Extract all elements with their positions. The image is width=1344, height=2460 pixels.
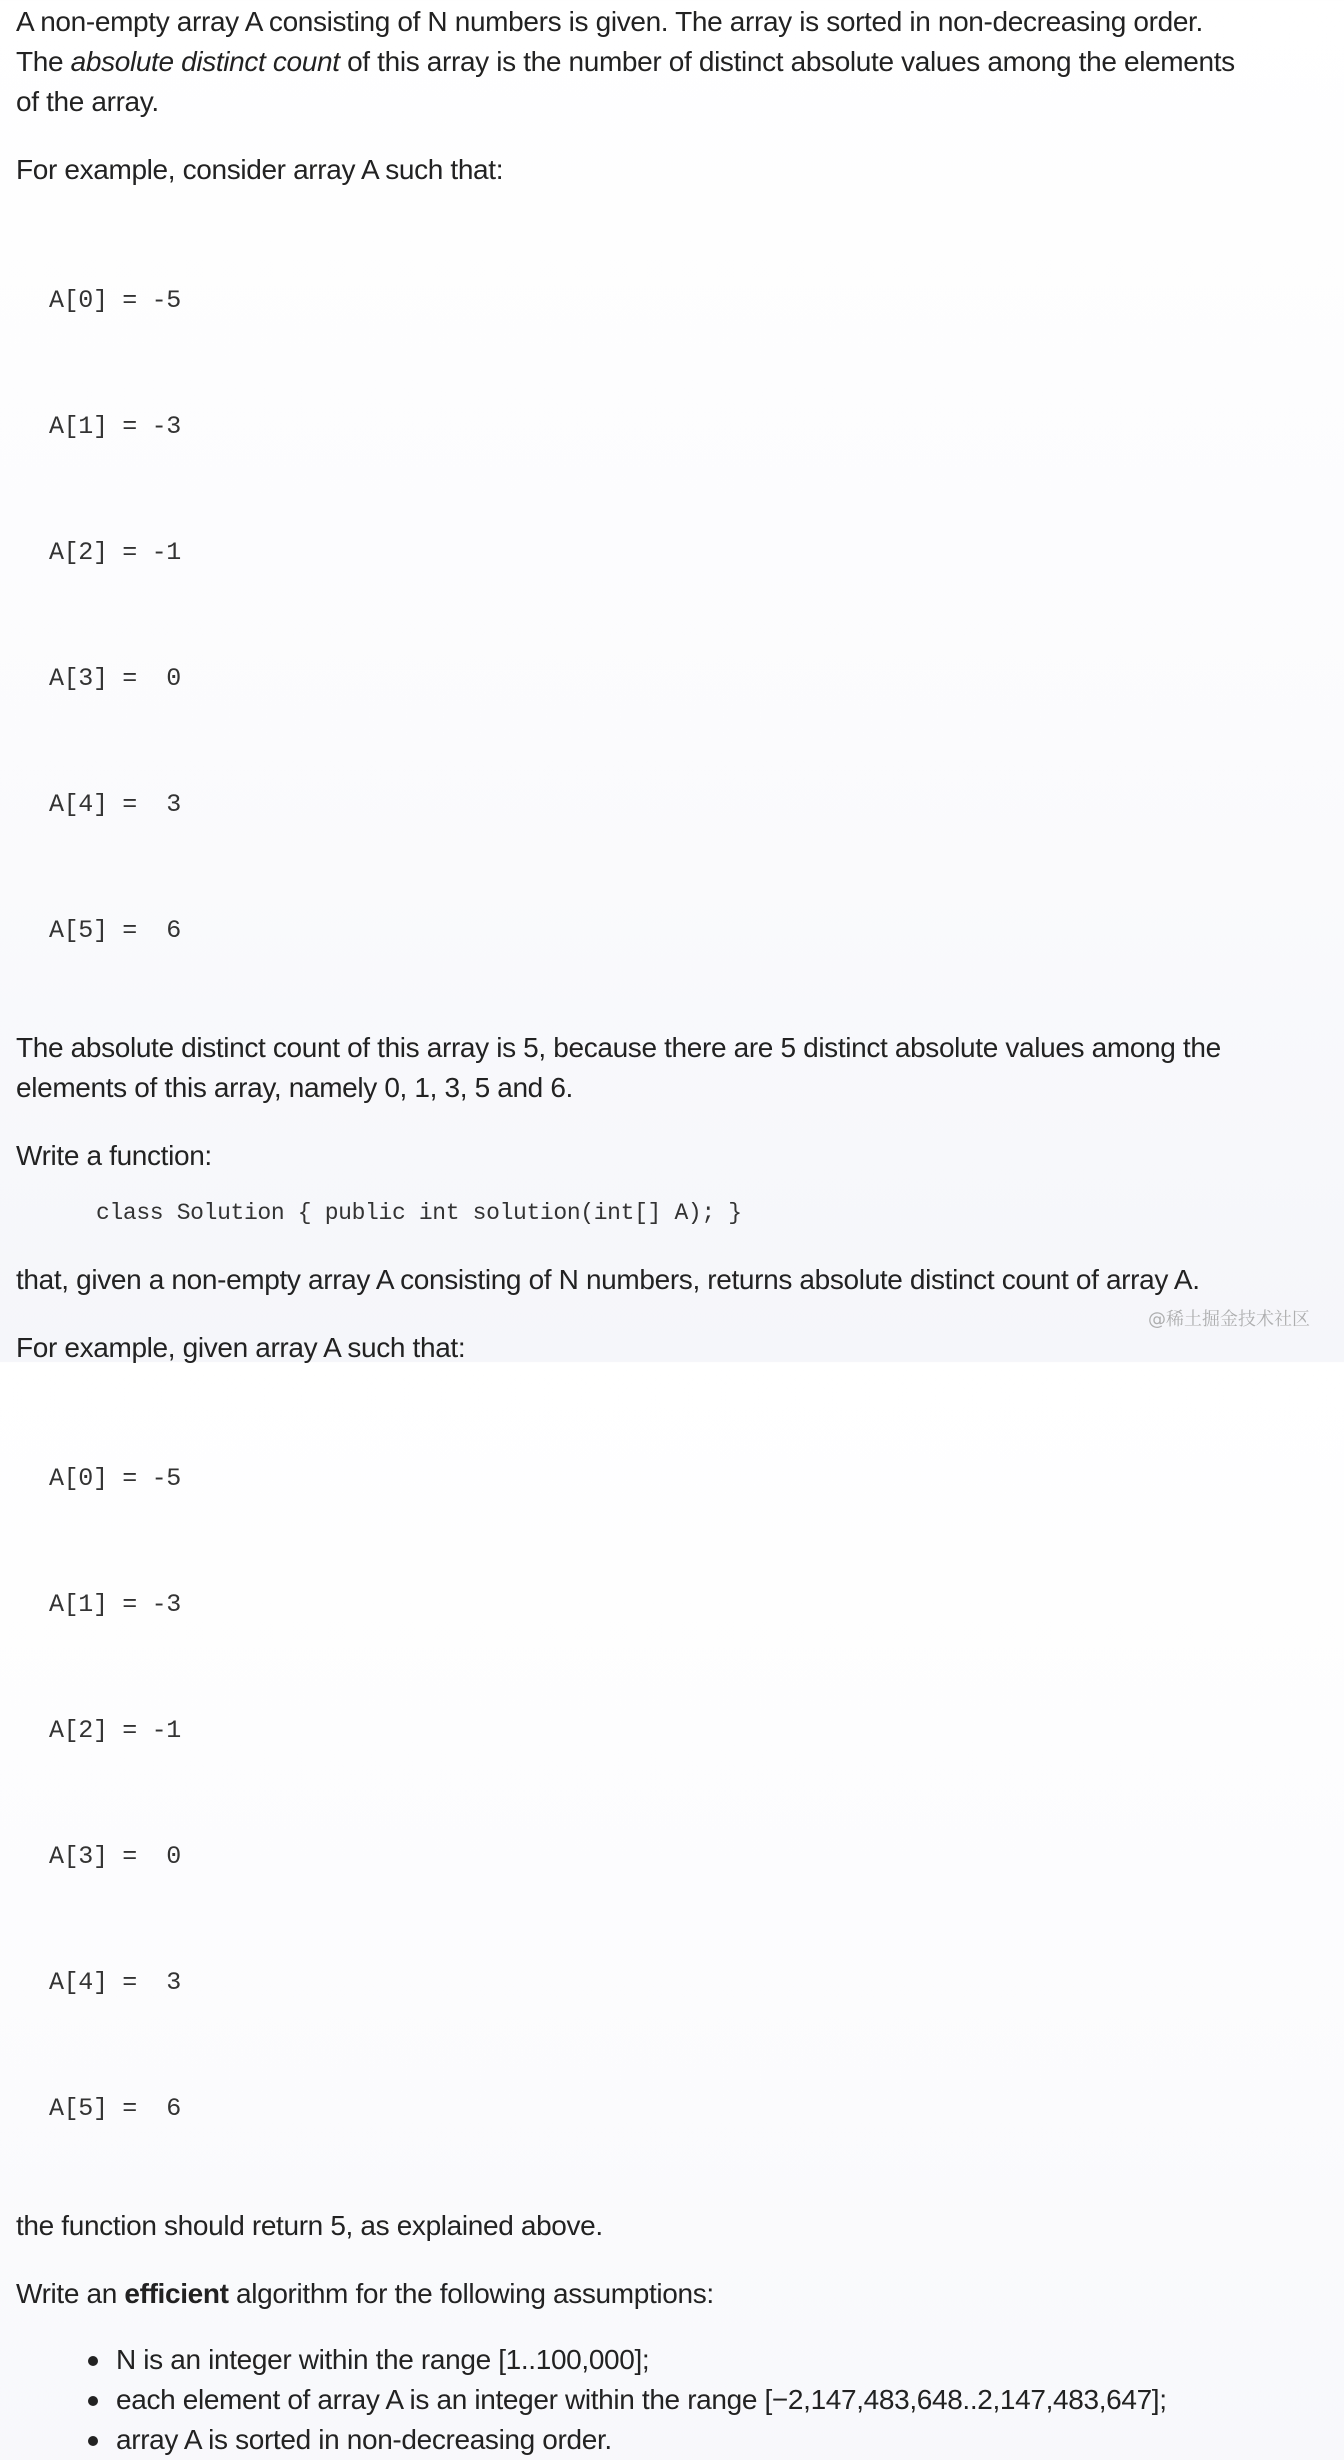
- list-item: N is an integer within the range [1..100,000];: [116, 2340, 1334, 2380]
- array-row: A[3] = 0: [49, 1842, 181, 1871]
- intro-paragraph: [16, 2, 1334, 122]
- task-description: [16, 2, 1334, 2460]
- explanation-line-1: The absolute distinct count of this array is 5, because there are 5 distinct absolute values among the: [16, 1032, 1221, 1063]
- array-row: A[5] = 6: [49, 916, 181, 945]
- function-description: that, given a non-empty array A consisting of N numbers, returns absolute distinct count of array A.: [16, 1264, 1200, 1295]
- intro-line-3: of the array.: [16, 86, 159, 117]
- example-1-lead: For example, consider array A such that:: [16, 154, 504, 185]
- array-row: A[0] = -5: [49, 286, 181, 315]
- assumptions-lead-start: Write an: [16, 2278, 125, 2309]
- array-row: A[5] = 6: [49, 2094, 181, 2123]
- assumptions-lead-end: algorithm for the following assumptions:: [228, 2278, 714, 2309]
- array-row: A[2] = -1: [49, 538, 181, 567]
- array-row: A[0] = -5: [49, 1464, 181, 1493]
- watermark: @稀土掘金技术社区: [1148, 1309, 1310, 1330]
- efficient-emphasis: efficient: [124, 2278, 229, 2309]
- example-2-lead: For example, given array A such that:: [16, 1332, 466, 1363]
- array-row: A[4] = 3: [49, 790, 181, 819]
- intro-line-2-start: The: [16, 46, 71, 77]
- list-item: array A is sorted in non-decreasing order.: [116, 2420, 1334, 2460]
- array-row: A[2] = -1: [49, 1716, 181, 1745]
- explanation-line-2: elements of this array, namely 0, 1, 3, 5 and 6.: [16, 1072, 573, 1103]
- intro-line-1: A non-empty array A consisting of N numbers is given. The array is sorted in non-decreasing order.: [16, 6, 1203, 37]
- example-1-explanation: [16, 1028, 1334, 1108]
- array-row: A[3] = 0: [49, 664, 181, 693]
- absolute-distinct-count-term: absolute distinct count: [70, 46, 340, 77]
- function-lead: Write a function:: [16, 1140, 212, 1171]
- assumptions-list: [16, 2340, 1334, 2460]
- assumptions-lead: [16, 2274, 1334, 2314]
- intro-line-2-end: of this array is the number of distinct absolute values among the elements: [339, 46, 1235, 77]
- array-row: A[1] = -3: [49, 1590, 181, 1619]
- array-row: A[1] = -3: [49, 412, 181, 441]
- function-signature: class Solution { public int solution(int[] A); }: [96, 1200, 742, 1226]
- example-1-array: [49, 196, 1334, 1036]
- array-row: A[4] = 3: [49, 1968, 181, 1997]
- list-item: each element of array A is an integer within the range [−2,147,483,648..2,147,483,647];: [116, 2380, 1334, 2420]
- example-2-array: [49, 1374, 1334, 2214]
- example-2-result: the function should return 5, as explained above.: [16, 2210, 603, 2241]
